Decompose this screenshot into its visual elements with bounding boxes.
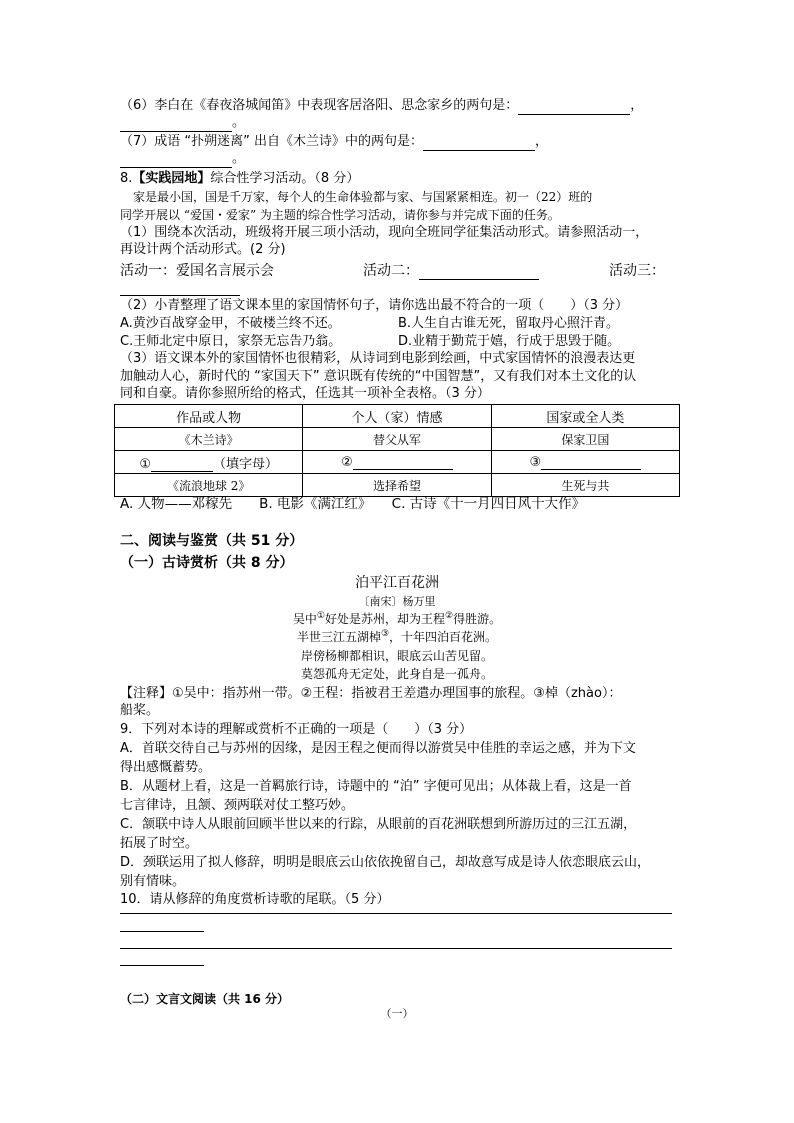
answer-line[interactable]: [120, 913, 672, 914]
activity-2: [363, 262, 539, 280]
section-2-2-heading: （二）文言文阅读（共 16 分）: [120, 992, 290, 1006]
option-a: A.黄沙百战穿金甲，不破楼兰终不还。: [120, 316, 341, 331]
poem-author: 〔南宋〕杨万里: [358, 595, 436, 608]
q9-option-d-1: D．颈联运用了拟人修辞，明明是眼底云山依依挽留自己，却故意写成是诗人依恋眼底云山，: [120, 855, 651, 870]
table-header: 作品或人物: [115, 405, 303, 428]
q9-option-c-1: C．颔联中诗人从眼前回顾半世以来的行踪，从眼前的百花洲联想到所游历过的三江五湖，: [120, 817, 637, 832]
table-choices: A. 人物——邓稼先 B. 电影《满江红》 C. 古诗《十一月四日风十大作》: [120, 496, 586, 512]
question-7-line2: [120, 150, 245, 168]
question-8-heading: [120, 170, 359, 188]
page-number: （一）: [380, 1007, 414, 1020]
question-6: [120, 97, 643, 115]
option-b: B.人生自古谁无死，留取丹心照汗青。: [398, 316, 620, 331]
answer-line[interactable]: [120, 948, 672, 949]
table-row: [115, 451, 680, 474]
poem-text: 得胜游。: [453, 612, 502, 626]
answer-blank[interactable]: [151, 457, 213, 472]
activity-2-label: 活动二：: [363, 263, 419, 279]
q9-option-d-2: 别有情味。: [120, 874, 186, 889]
table-cell-answer-1: [115, 451, 303, 474]
table-cell: 《流浪地球 2》: [115, 474, 303, 497]
answer-blank[interactable]: [120, 117, 232, 132]
table-cell-answer-2: [303, 451, 491, 474]
poem-line-1: [0, 610, 794, 627]
table-row: [115, 474, 680, 497]
answer-line[interactable]: [120, 931, 204, 932]
answer-blank[interactable]: [120, 153, 232, 168]
poem-title: 泊平江百花洲: [355, 575, 439, 591]
activity-3-blank-line: [120, 278, 240, 296]
circle-number: ③: [529, 454, 542, 470]
question-10: 10．请从修辞的角度赏析诗歌的尾联。（5 分）: [120, 892, 390, 907]
poem-text: 好处是苏州，却为王程: [324, 612, 445, 626]
circle-number: ①: [139, 456, 151, 472]
answer-blank[interactable]: [423, 136, 535, 151]
table-cell: 选择希望: [303, 474, 491, 497]
poem-line-4: 莫怨孤舟无定处，此身自是一孤舟。: [300, 667, 493, 681]
answer-blank[interactable]: [541, 455, 641, 470]
table-row: [115, 428, 680, 451]
punct: 。: [232, 151, 246, 166]
question-6-text: （6）李白在《春夜洛城闻笛》中表现客居洛阳、思念家乡的两句是：: [120, 98, 519, 113]
footnote-mark: ②: [445, 611, 454, 621]
q9-option-a-1: A．首联交待自己与苏州的因缘，是因王程之便而得以游赏吴中佳胜的幸运之感，并为下文: [120, 741, 636, 756]
option-d: D.业精于勤荒于嬉，行成于思毁于随。: [398, 334, 621, 349]
q9-option-b-2: 七言律诗，且颔、颈两联对仗工整巧妙。: [120, 798, 355, 813]
question-number: 8.: [120, 171, 133, 186]
answer-blank[interactable]: [419, 265, 539, 280]
table-cell: 保家卫国: [491, 428, 679, 451]
q9-option-c-2: 拓展了时空。: [120, 836, 199, 851]
table-header: 个人（家）情感: [303, 405, 491, 428]
fill-hint: （填字母）: [212, 456, 278, 472]
part-1-line-1: （1）围绕本次活动，班级将开展三项小活动，现向全班同学征集活动形式。请参照活动一，: [120, 225, 649, 240]
punct: ，: [630, 98, 644, 113]
answer-blank[interactable]: [518, 100, 630, 115]
table-cell: 生死与共: [491, 474, 679, 497]
table-cell: 替父从军: [303, 428, 491, 451]
poem-line-3: 岸傍杨柳都相识，眼底云山苦见留。: [300, 649, 493, 663]
answer-blank[interactable]: [353, 455, 453, 470]
punct: 。: [232, 115, 246, 130]
activity-3-label: 活动三：: [609, 263, 665, 279]
poem-text: ，十年四泊百花洲。: [389, 630, 498, 644]
poem-text: 半世三江五湖棹: [296, 630, 381, 644]
table-header: 国家或全人类: [491, 405, 679, 428]
activity-1: 活动一：爱国名言展示会: [120, 263, 274, 279]
intro-line-2: 同学开展以 “爱国・爱家” 为主题的综合性学习活动，请你参与并完成下面的任务。: [120, 208, 560, 222]
poem-notes-2: 船桨。: [120, 703, 160, 718]
part-3-line-3: 同和自豪。请你参照所给的格式，任选其一项补全表格。（3 分）: [120, 386, 490, 401]
poem-line-2: [0, 628, 794, 645]
emotion-table: [114, 404, 680, 497]
footnote-mark: ①: [316, 611, 325, 621]
poem-text: 吴中: [292, 612, 317, 626]
part-3-line-2: 加触动人心，新时代的 “家国天下” 意识既有传统的“中国智慧”，又有我们对本土文化的认: [120, 369, 637, 384]
section-2-heading: 二、阅读与鉴赏（共 51 分）: [120, 533, 304, 549]
table-header-row: [115, 405, 680, 428]
intro-line-1: 家是最小国，国是千万家，每个人的生命体验都与家、与国紧紧相连。初一（22）班的: [133, 190, 593, 204]
poem-notes-1: 【注释】①吴中：指苏州一带。②王程：指被君王差遣办理国事的旅程。③棹（zhào）：: [120, 686, 622, 701]
part-1-line-2: 再设计两个活动形式。(2 分): [120, 242, 286, 257]
question-6-line2: [120, 114, 245, 132]
section-2-1-heading: （一）古诗赏析（共 8 分）: [120, 555, 294, 571]
table-cell-answer-3: [491, 451, 679, 474]
q9-option-b-1: B．从题材上看，这是一首羁旅行诗，诗题中的 “泊” 字便可见出；从体裁上看，这是一首: [120, 779, 632, 794]
table-cell: 《木兰诗》: [115, 428, 303, 451]
punct: ，: [535, 134, 549, 149]
part-3-line-1: （3）语文课本外的家国情怀也很精彩，从诗词到电影到绘画，中式家国情怀的浪漫表达更: [120, 351, 636, 366]
answer-line[interactable]: [120, 965, 204, 966]
option-c: C.王师北定中原日，家祭无忘告乃翁。: [120, 334, 342, 349]
footnote-mark: ③: [380, 629, 390, 639]
question-9: 9．下列对本诗的理解或赏析不正确的一项是（ ）（3 分）: [120, 722, 473, 737]
section-tag: 【实践园地】: [132, 171, 211, 186]
question-7-text: （7）成语 “扑朔迷离” 出自《木兰诗》中的两句是：: [120, 134, 424, 149]
question-8-text: 综合性学习活动。（8 分）: [210, 171, 360, 186]
circle-number: ②: [341, 454, 353, 470]
part-2: （2）小青整理了语文课本里的家国情怀句子，请你选出最不符合的一项（ ）（3 分）: [120, 298, 629, 313]
answer-blank[interactable]: [120, 281, 240, 296]
q9-option-a-2: 得出感慨蓄势。: [120, 760, 212, 775]
question-7: [120, 133, 548, 151]
